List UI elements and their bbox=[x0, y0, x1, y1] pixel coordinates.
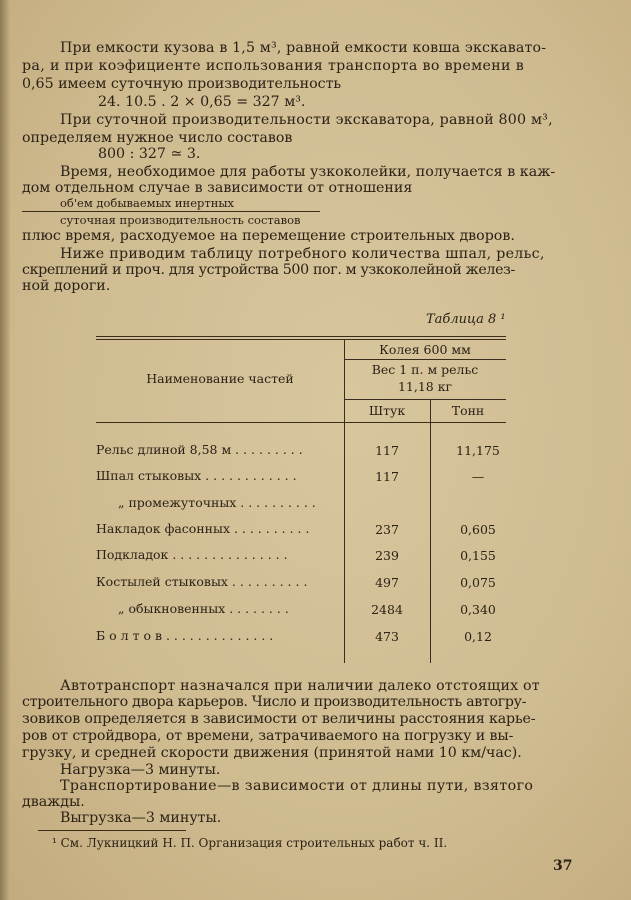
paragraph-line: грузку, и средней скорости движения (принятой нами 10 км/час). bbox=[22, 745, 522, 761]
table-row-name: „ обыкновенных . . . . . . . . bbox=[118, 601, 289, 616]
table-row-tons: 0,075 bbox=[460, 575, 496, 590]
table-header-sub: Вес 1 п. м рельс bbox=[371, 362, 479, 377]
table-row-tons: 0,605 bbox=[460, 522, 496, 537]
paragraph-line: ра, и при коэфициенте использования транспорта во времени в bbox=[22, 58, 525, 74]
paragraph-line: скреплений и проч. для устройства 500 пог. м узкоколейной желез- bbox=[22, 262, 515, 278]
table-header-rule bbox=[344, 399, 506, 400]
table-row-tons: 0,155 bbox=[460, 548, 496, 563]
paragraph-line: Выгрузка—3 минуты. bbox=[60, 810, 222, 826]
paragraph-line: Нагрузка—3 минуты. bbox=[60, 762, 221, 778]
table-row-tons: 0,340 bbox=[460, 602, 496, 617]
table-header-tons: Тонн bbox=[451, 403, 485, 418]
table-row-name: Накладок фасонных . . . . . . . . . . bbox=[96, 521, 310, 536]
table-caption: Таблица 8 ¹ bbox=[426, 312, 506, 327]
paragraph-line: При емкости кузова в 1,5 м³, равной емкости ковша экскавато- bbox=[60, 40, 547, 56]
table-row-name: Подкладок . . . . . . . . . . . . . . . bbox=[96, 547, 288, 562]
paragraph-line: Ниже приводим таблицу потребного количества шпал, рельс, bbox=[60, 246, 545, 262]
table-row-pcs: 117 bbox=[375, 443, 399, 458]
table-row-tons: — bbox=[471, 469, 485, 484]
paragraph-line: 0,65 имеем суточную производительность bbox=[22, 76, 342, 92]
table-header-group: Колея 600 мм bbox=[379, 342, 471, 357]
table-header-rule bbox=[344, 359, 506, 360]
table-top-rule bbox=[96, 336, 506, 337]
fraction-denominator: суточная производительность составов bbox=[60, 213, 301, 227]
formula: 800 : 327 ≃ 3. bbox=[98, 146, 201, 162]
table-header-sub: 11,18 кг bbox=[397, 379, 453, 394]
table-row-name: „ промежуточных . . . . . . . . . . bbox=[118, 495, 316, 510]
fraction-numerator: об'ем добываемых инертных bbox=[60, 196, 235, 210]
table-top-rule-double bbox=[96, 339, 506, 340]
paragraph-line: зовиков определяется в зависимости от величины расстояния карье- bbox=[22, 711, 536, 727]
table-row-pcs: 239 bbox=[375, 548, 399, 563]
table-row-pcs: 117 bbox=[375, 469, 399, 484]
table-row-name: Рельс длиной 8,58 м . . . . . . . . . bbox=[96, 442, 303, 457]
formula: 24. 10.5 . 2 × 0,65 = 327 м³. bbox=[98, 94, 306, 110]
table-row-name: Костылей стыковых . . . . . . . . . . bbox=[96, 574, 308, 589]
paragraph-line: дважды. bbox=[22, 794, 85, 810]
paragraph-line: плюс время, расходуемое на перемещение строительных дворов. bbox=[22, 228, 515, 244]
footnote: ¹ См. Лукницкий Н. П. Организация строительных работ ч. II. bbox=[52, 836, 448, 850]
paragraph-line: ной дороги. bbox=[22, 278, 111, 294]
table-row-pcs: 497 bbox=[375, 575, 399, 590]
paragraph-line: строительного двора карьеров. Число и производительность автогру- bbox=[22, 694, 527, 710]
table-header-pcs: Штук bbox=[368, 403, 406, 418]
paragraph-line: При суточной производительности экскаватора, равной 800 м³, bbox=[60, 112, 553, 128]
paragraph-line: определяем нужное число составов bbox=[22, 130, 293, 146]
table-header-bottom-rule bbox=[96, 422, 506, 423]
paragraph-line: ров от стройдвора, от времени, затрачиваемого на погрузку и вы- bbox=[22, 728, 514, 744]
table-row-name: Шпал стыковых . . . . . . . . . . . . bbox=[96, 468, 297, 483]
page-number: 37 bbox=[553, 858, 573, 874]
paragraph-line: дом отдельном случае в зависимости от отношения bbox=[22, 180, 413, 196]
table-row-pcs: 2484 bbox=[371, 602, 403, 617]
footnote-rule bbox=[38, 830, 186, 831]
table-row-name: Б о л т о в . . . . . . . . . . . . . . bbox=[96, 628, 274, 643]
paragraph-line: Автотранспорт назначался при наличии далеко отстоящих от bbox=[60, 678, 540, 694]
table-row-pcs: 237 bbox=[375, 522, 399, 537]
table-row-pcs: 473 bbox=[375, 629, 399, 644]
table-row-tons: 0,12 bbox=[464, 629, 492, 644]
fraction-bar bbox=[22, 211, 320, 212]
table-row-tons: 11,175 bbox=[456, 443, 500, 458]
paragraph-line: Время, необходимое для работы узкоколейки, получается в каж- bbox=[60, 164, 556, 180]
book-spine-shadow bbox=[0, 0, 10, 900]
paragraph-line: Транспортирование—в зависимости от длины пути, взятого bbox=[60, 778, 534, 794]
table-header-name: Наименование частей bbox=[146, 371, 294, 386]
